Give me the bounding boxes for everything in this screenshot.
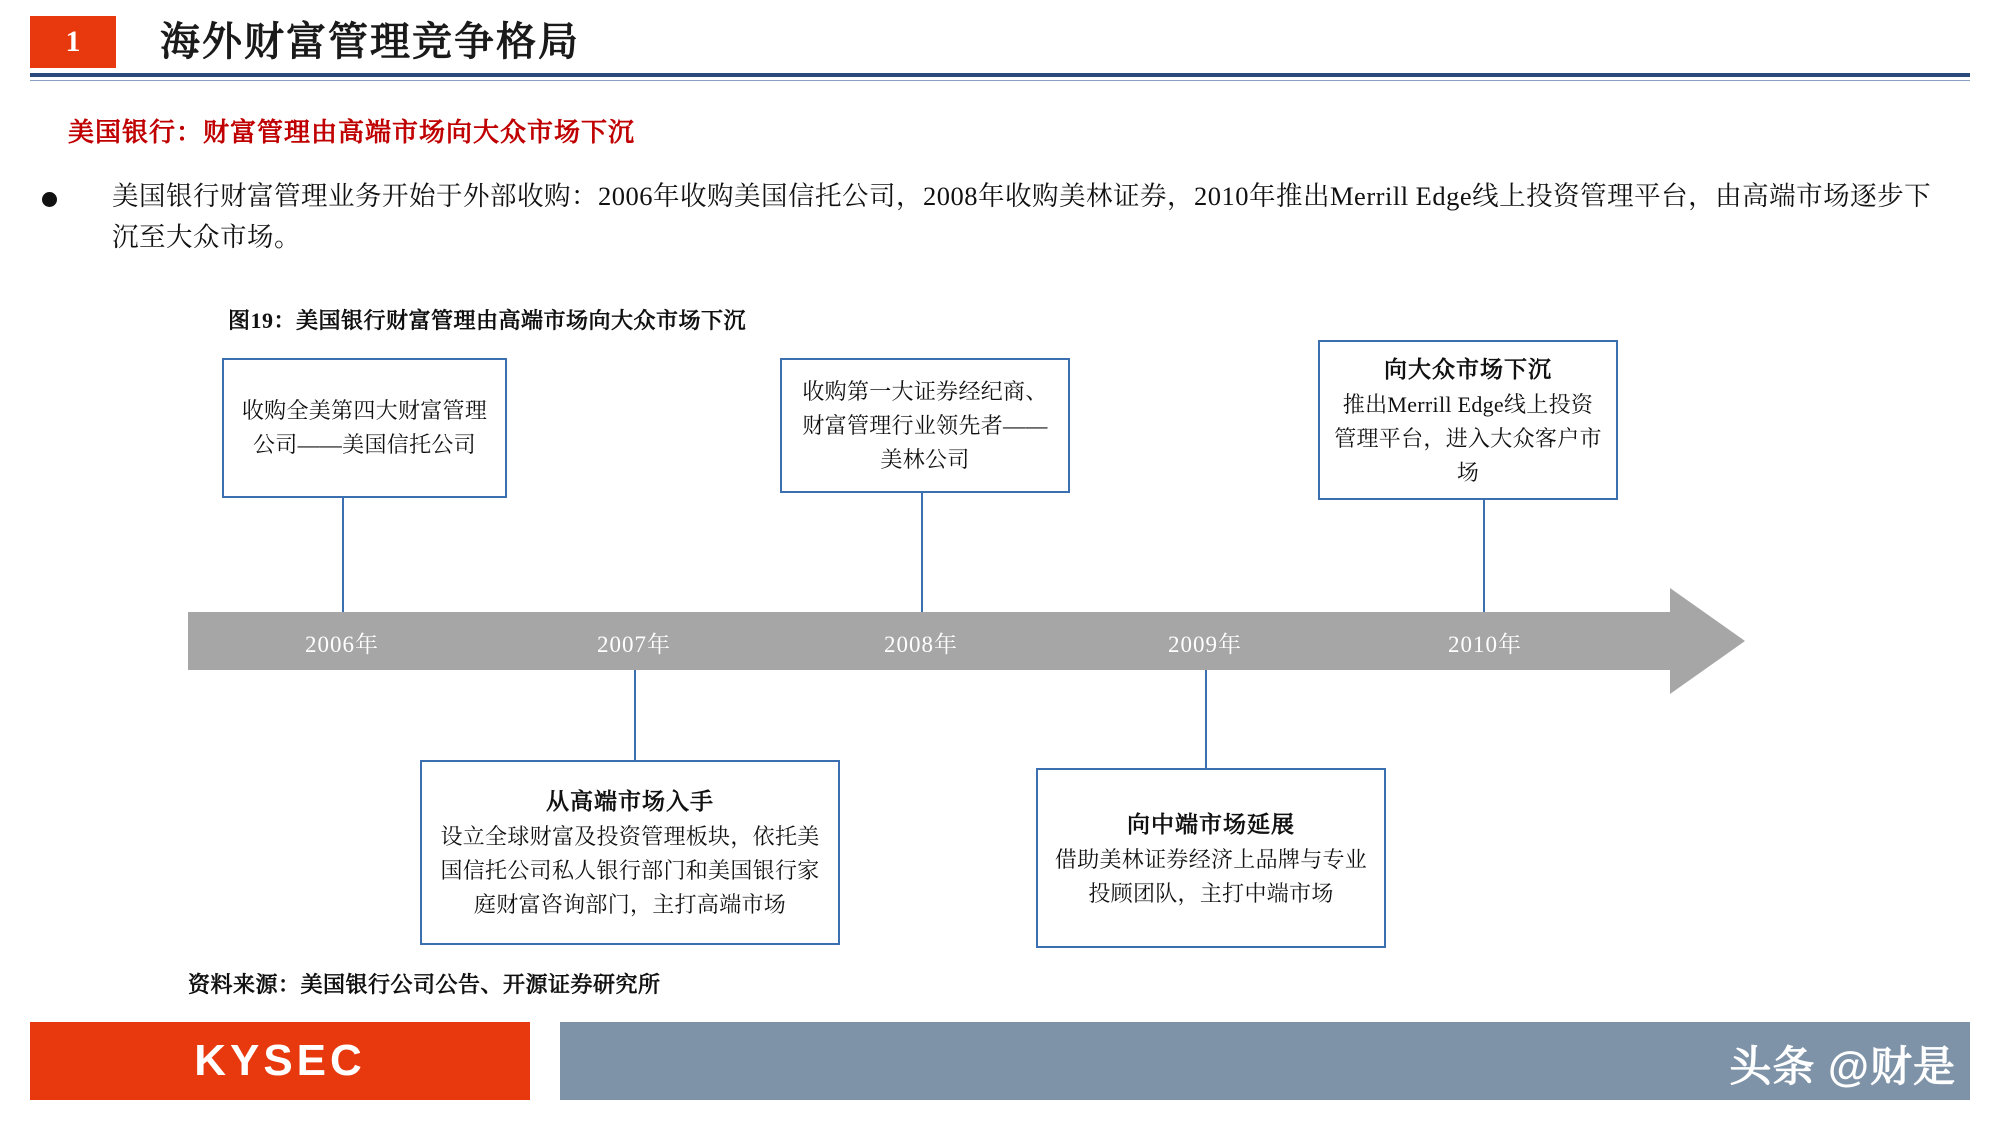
section-subtitle: 美国银行：财富管理由高端市场向大众市场下沉 <box>68 118 636 147</box>
connector-2007 <box>634 670 636 760</box>
connector-2008 <box>921 492 923 612</box>
timeline-box-2008 <box>780 358 1070 493</box>
timeline-box-2007-body: 设立全球财富及投资管理板块，依托美国信托公司私人银行部门和美国银行家庭财富咨询部门，主打高端市场 <box>440 824 820 917</box>
timeline-box-2007-head: 从高端市场入手 <box>546 789 714 814</box>
timeline-year-2008: 2008年 <box>884 632 958 657</box>
source-note: 资料来源：美国银行公司公告、开源证券研究所 <box>188 972 661 997</box>
timeline-box-2006 <box>222 358 507 498</box>
footer-logo-text: KYSEC <box>194 1036 366 1085</box>
timeline-year-2006: 2006年 <box>305 632 379 657</box>
timeline-box-2006-body: 收购全美第四大财富管理公司——美国信托公司 <box>241 398 488 457</box>
timeline-box-2008-body: 收购第一大证券经纪商、财富管理行业领先者——美林公司 <box>802 378 1048 472</box>
header-divider-thin <box>30 80 1970 81</box>
timeline-box-2009-head: 向中端市场延展 <box>1127 811 1295 837</box>
timeline-year-2007: 2007年 <box>597 632 671 657</box>
timeline-box-2007 <box>420 760 840 945</box>
connector-2006 <box>342 497 344 612</box>
footer-logo-block <box>30 1022 530 1100</box>
connector-2009 <box>1205 670 1207 768</box>
section-number-text: 1 <box>65 25 81 58</box>
connector-2010 <box>1483 500 1485 612</box>
bullet-paragraph: 美国银行财富管理业务开始于外部收购：2006年收购美国信托公司，2008年收购美林证券，2010年推出Merrill Edge线上投资管理平台，由高端市场逐步下沉至大众市场。 <box>112 181 1932 252</box>
section-number-badge <box>30 16 116 68</box>
timeline-box-2010-body: 推出Merrill Edge线上投资管理平台，进入大众客户市场 <box>1334 391 1602 485</box>
timeline-arrow-icon <box>1670 588 1745 694</box>
timeline-box-2009-body: 借助美林证券经济上品牌与专业投顾团队，主打中端市场 <box>1054 846 1368 906</box>
timeline-box-2010-head: 向大众市场下沉 <box>1384 356 1552 382</box>
bullet-marker-icon <box>42 192 57 207</box>
figure-caption: 图19：美国银行财富管理由高端市场向大众市场下沉 <box>228 308 747 333</box>
page-title: 海外财富管理竞争格局 <box>160 19 580 64</box>
timeline-box-2009 <box>1036 768 1386 948</box>
timeline-year-2010: 2010年 <box>1448 632 1522 657</box>
footer-watermark: 头条 @财是 <box>1729 1043 1956 1090</box>
header-divider-thick <box>30 73 1970 77</box>
timeline-box-2010 <box>1318 340 1618 500</box>
timeline-year-2009: 2009年 <box>1168 632 1242 657</box>
